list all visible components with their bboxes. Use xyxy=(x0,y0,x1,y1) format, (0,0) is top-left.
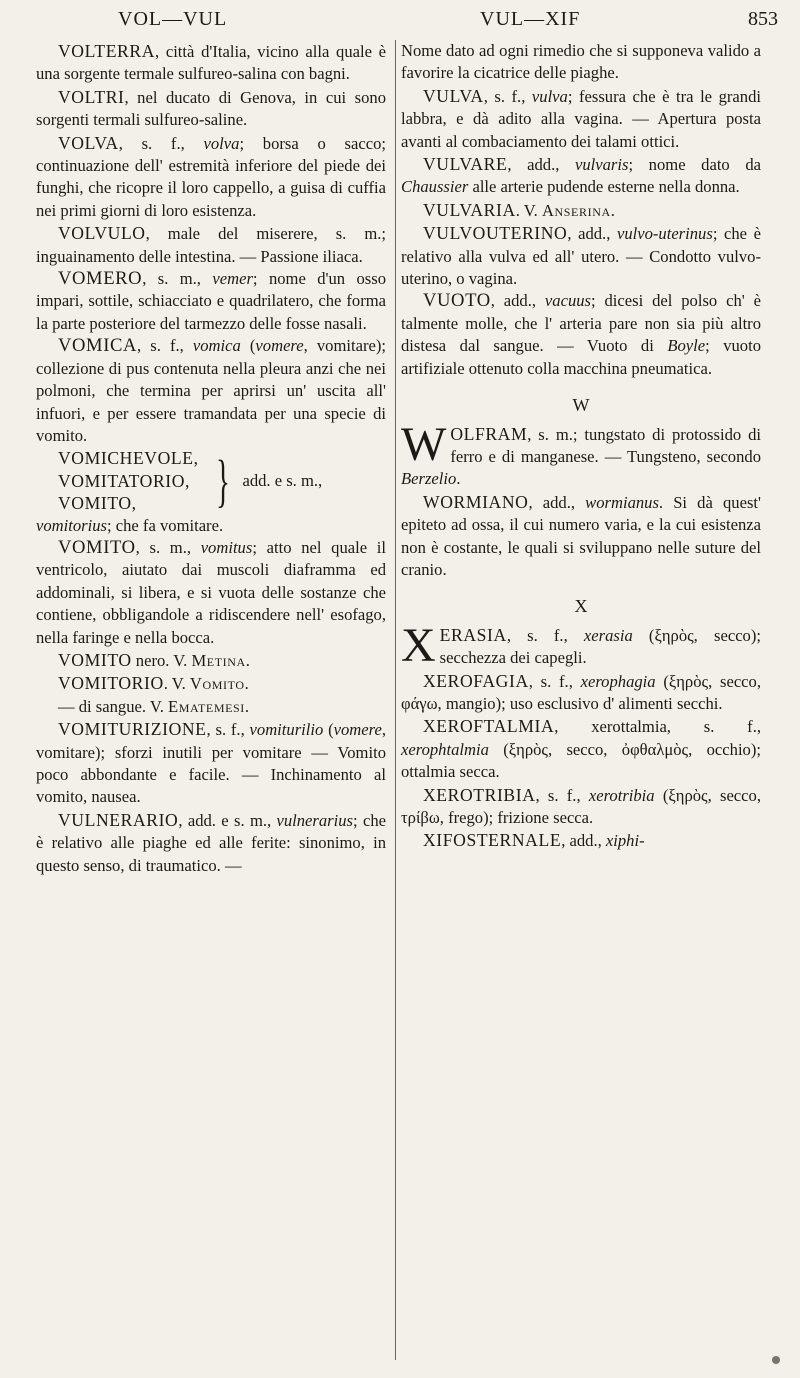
grammar: , add., xyxy=(561,831,606,851)
section-letter-w: W xyxy=(572,395,590,416)
definition: , nel ducato di Genova, in cui sono sorgenti termali sulfureo-saline. xyxy=(36,87,386,130)
entry-xeroftalmia xyxy=(401,715,761,783)
grammar: , s. f., xyxy=(118,133,204,153)
headword: VOMITO xyxy=(58,649,132,670)
text-fragment: — di sangue. V. xyxy=(58,696,169,716)
cross-reference: Metina xyxy=(191,650,246,670)
latin-term: vulvaris xyxy=(575,155,629,175)
entry-xerasia xyxy=(401,618,761,672)
grammar: , add., xyxy=(567,224,617,244)
entry-volvulo xyxy=(36,222,386,268)
definition: (ξηρὸς, secco, τρίβω, frego); frizione secca. xyxy=(401,785,761,827)
grammar: , s. f., xyxy=(506,625,584,645)
entry-vomitorio xyxy=(36,672,386,695)
entry-vuoto xyxy=(401,290,761,380)
headword: XIFOSTERNALE xyxy=(423,830,562,851)
entry-vomitorius xyxy=(36,515,386,537)
definition: ; che è relativo alla vulva ed all' utero. — Condotto vulvo-uterino, o vagina. xyxy=(401,224,761,289)
latin-term: vomitorius xyxy=(36,515,107,535)
latin-term: vomitus xyxy=(200,537,253,557)
entry-volterra xyxy=(36,40,386,86)
entry-wormiano xyxy=(401,491,761,582)
entry-vomito xyxy=(36,537,386,649)
text-fragment: ; nome dato da xyxy=(628,155,761,175)
entry-vulva xyxy=(401,85,761,153)
text-fragment: ( xyxy=(323,720,334,740)
definition: , male del miserere, s. m.; inguainamento delle intestina. — Passione iliaca. xyxy=(36,224,386,266)
entry-xerotribia xyxy=(401,784,761,830)
curly-brace: } xyxy=(215,447,230,513)
definition: ; borsa o sacco; continuazione dell' estremità inferiore del piede dei funghi, che ricopre il loro cappello, a guisa di cuffia nei primi giorni di loro esistenza. xyxy=(36,133,386,220)
column-divider xyxy=(395,40,396,1360)
brace-group-vomitorio xyxy=(58,447,386,514)
grammar: , s. m., xyxy=(135,537,201,557)
latin-term: vomica xyxy=(192,336,241,356)
right-column xyxy=(401,40,761,853)
latin-term: vemer xyxy=(212,269,253,289)
definition: Nome dato ad ogni rimedio che si supponeva valido a favorire la cicatrice delle piaghe. xyxy=(401,41,761,83)
headword: VOLVULO xyxy=(58,223,146,244)
entry-wolfram xyxy=(401,417,761,491)
latin-term: xerotribia xyxy=(588,785,655,805)
headword: VOMERO xyxy=(58,268,143,290)
entry-vulvouterino xyxy=(401,222,761,290)
entry-vulvaria xyxy=(401,199,761,222)
definition: (ξηρὸς, secco, φάγω, mangio); uso esclusivo d' alimenti secchi. xyxy=(401,671,761,713)
text-fragment: . xyxy=(244,674,249,694)
text-fragment: . xyxy=(456,469,461,489)
entry-vomero xyxy=(36,268,386,335)
definition: , vomitare); sforzi inutili per vomitare — Vomito poco abbondante e facile. — Inchinamento al vomito, nausea. xyxy=(36,720,386,807)
author-name: Chaussier xyxy=(401,177,469,197)
drop-cap: X xyxy=(401,618,436,672)
definition: ; che è relativo alle piaghe ed alle ferite: sinonimo, in questo senso, di traumatico. — xyxy=(36,810,386,875)
headword: VOMITATORIO, xyxy=(58,470,191,491)
grammar: , s. f., xyxy=(483,86,532,106)
headword: XEROFAGIA xyxy=(423,670,529,691)
latin-term: vomere xyxy=(333,720,382,740)
headword: VOMICHEVOLE, xyxy=(58,448,199,469)
latin-term: vacuus xyxy=(544,291,592,311)
headword: VULNERARIO xyxy=(58,809,179,830)
latin-term: vomere xyxy=(255,336,304,356)
headword: VULVARE xyxy=(423,154,508,175)
entry-di-sangue xyxy=(36,696,386,718)
text-fragment: ( xyxy=(240,336,256,356)
headword: VOMITO xyxy=(58,536,136,558)
brace-label: add. e s. m., xyxy=(242,470,323,490)
definition: , s. m.; tungstato di protossido di ferro e di manganese. — Tungsteno, secondo xyxy=(450,424,761,466)
page-number: 853 xyxy=(748,8,778,30)
latin-term: xerasia xyxy=(583,625,633,645)
headword: VULVOUTERINO xyxy=(423,223,568,244)
text-fragment: . xyxy=(244,696,250,716)
text-fragment: . V. xyxy=(163,674,190,694)
running-head-left: VOL—VUL xyxy=(118,8,228,30)
headword: VOMITORIO xyxy=(58,673,164,694)
grammar: , s. f., xyxy=(206,720,250,740)
definition: ; nome d'un osso impari, sottile, schiacciato e quadrilatero, che forma la parte posteriore del tarmezzo delle fosse nasali. xyxy=(36,269,387,333)
entry-voltri xyxy=(36,86,386,132)
entry-vomiturizione xyxy=(36,718,386,809)
text-fragment: . V. xyxy=(515,200,542,220)
running-head xyxy=(0,8,800,42)
entry-vomito-nero xyxy=(36,649,386,672)
definition: ; che fa vomitare. xyxy=(107,515,224,535)
headword: VULVA xyxy=(423,85,484,106)
definition: . Si dà quest' epiteto ad ossa, il cui numero varia, e la cui esistenza non è costante, le quali si sviluppano nelle suture del cranio. xyxy=(401,492,761,579)
definition: ; fessura che è tra le grandi labbra, e dà adito alla vagina. — Apertura posta avanti al combaciamento dei talami ottici. xyxy=(401,86,761,151)
definition: ; vuoto artifiziale ottenuto colla macchina pneumatica. xyxy=(401,336,761,378)
definition: (ξηρὸς, secco); secchezza dei capegli. xyxy=(439,625,761,668)
grammar: , add. e s. m., xyxy=(178,810,277,830)
text-fragment: nero. V. xyxy=(131,650,192,670)
headword: VOMICA xyxy=(58,335,138,357)
ink-spot xyxy=(772,1356,780,1364)
entry-vulvare xyxy=(401,153,761,199)
entry-continuation xyxy=(401,40,761,85)
latin-term: vulnerarius xyxy=(276,810,353,830)
definition: ; atto nel quale il ventricolo, aiutato dai muscoli diaframma ed addominali, si libera, e si vuota delle sostanze che contiene, obbligandole a ridiscendere nell' esofago, nella faringe e nella bocca. xyxy=(36,537,387,647)
latin-term: vomiturilio xyxy=(249,720,324,740)
headword: VUOTO xyxy=(423,290,491,312)
headword: VOLTRI xyxy=(58,86,125,107)
grammar: , xerottalmia, s. f., xyxy=(554,717,761,737)
headword: XEROTRIBIA xyxy=(423,784,536,805)
latin-term: xiphi- xyxy=(605,831,645,851)
definition: alle arterie pudende esterne nella donna. xyxy=(468,177,740,197)
cross-reference: Ematemesi xyxy=(168,696,245,716)
drop-cap: W xyxy=(401,417,447,471)
text-fragment: ; dicesi del polso ch' è talmente molle, che l' arteria pare non sia più altro distesa dal sangue. — Vuoto di xyxy=(401,291,762,356)
headword: VOLVA xyxy=(58,132,119,153)
grammar: , s. f., xyxy=(137,336,193,356)
text-fragment: . xyxy=(610,200,615,220)
entry-xerofagia xyxy=(401,670,761,716)
headword: VOMITO, xyxy=(58,493,137,514)
latin-term: xerophtalmia xyxy=(401,739,489,759)
entry-vomica xyxy=(36,335,386,447)
cross-reference: Vomito xyxy=(189,674,245,694)
latin-term: vulvo-uterinus xyxy=(616,224,713,244)
grammar: , add., xyxy=(528,492,586,512)
left-column xyxy=(36,40,386,877)
headword: VOMITURIZIONE xyxy=(58,719,207,740)
headword: VULVARIA xyxy=(423,199,516,220)
headword: WORMIANO xyxy=(423,491,529,512)
author-name: Berzelio xyxy=(401,469,457,489)
headword: XEROFTALMIA xyxy=(423,716,555,737)
entry-xifosternale xyxy=(401,829,761,852)
definition: , vomitare); collezione di pus contenuta nella pleura anzi che nei polmoni, che termina per aprirsi un' uscita all' infuori, e per essere tramandata per una specie di vomito. xyxy=(36,336,386,445)
grammar: , s. m., xyxy=(142,269,213,289)
running-head-right: VUL—XIF xyxy=(480,8,581,30)
author-name: Boyle xyxy=(667,336,706,356)
definition: , città d'Italia, vicino alla quale è una sorgente termale sulfureo-salina con bagni. xyxy=(36,42,386,84)
brace-headwords xyxy=(58,447,199,514)
definition: (ξηρὸς, secco, ὀφθαλμὸς, occhio); ottalmia secca. xyxy=(401,739,761,782)
section-letter-x: X xyxy=(574,596,588,617)
grammar: , s. f., xyxy=(535,785,589,805)
grammar: , s. f., xyxy=(528,671,581,691)
cross-reference: Anserina xyxy=(541,200,611,220)
latin-term: volva xyxy=(203,133,240,153)
entry-volva xyxy=(36,132,386,223)
text-fragment: . xyxy=(245,650,250,670)
latin-term: wormianus xyxy=(585,492,659,512)
grammar: , add., xyxy=(490,291,545,311)
latin-term: vulva xyxy=(531,86,568,106)
grammar: , add., xyxy=(507,155,575,175)
latin-term: xerophagia xyxy=(580,671,656,691)
headword: VOLTERRA xyxy=(58,41,156,61)
headword: ERASIA xyxy=(439,624,507,645)
headword: OLFRAM xyxy=(450,423,528,444)
entry-vulnerario xyxy=(36,809,386,877)
